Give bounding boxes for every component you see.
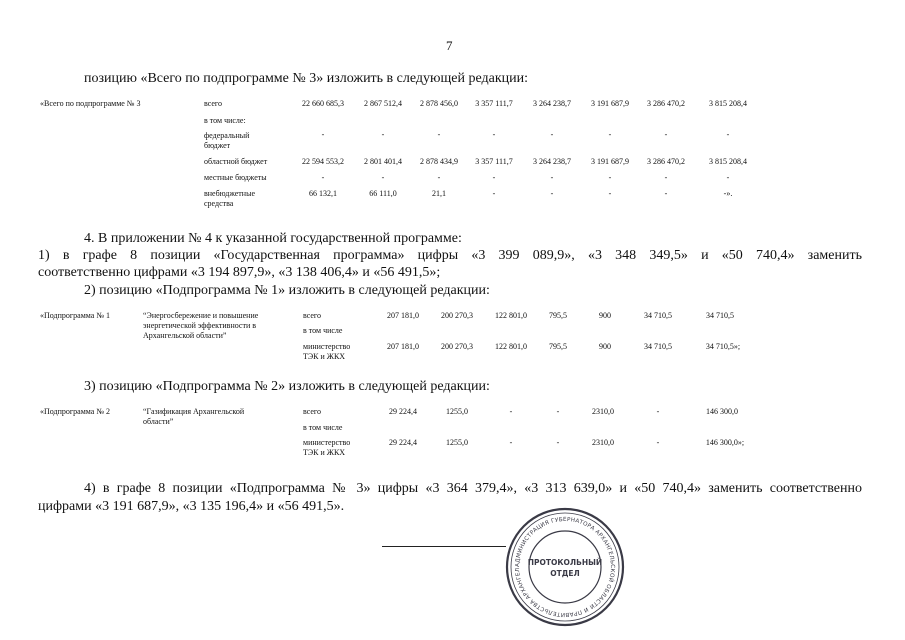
table1-row-label: местные бюджеты	[204, 173, 267, 182]
table-cell: -	[437, 130, 441, 139]
table-cell: -	[608, 130, 612, 139]
table-cell: 3 191 687,9	[591, 157, 629, 166]
table-cell: 795,5	[549, 311, 567, 320]
table-cell: -	[550, 130, 554, 139]
table-cell: 795,5	[549, 342, 567, 351]
table-cell: 3 357 111,7	[475, 99, 513, 108]
table-cell: -	[550, 189, 554, 198]
table-cell: 3 286 470,2	[647, 99, 685, 108]
table3-program-name: “Газификация Архангельской области”	[143, 407, 245, 426]
table-cell: -	[726, 130, 730, 139]
table-cell: -	[656, 438, 660, 447]
stamp-center-text-1: ПРОТОКОЛЬНЫЙ	[527, 558, 603, 567]
table-cell: 2 867 512,4	[364, 99, 402, 108]
table-cell: -	[608, 189, 612, 198]
table-cell: 34 710,5	[644, 342, 672, 351]
table-cell: -	[664, 189, 668, 198]
table-cell: -	[664, 173, 668, 182]
table2-row-label: министерство ТЭК и ЖКХ	[303, 342, 351, 361]
table-cell: 22 660 685,3	[302, 99, 344, 108]
table-cell: 2 801 401,4	[364, 157, 402, 166]
table-cell: 66 111,0	[369, 189, 397, 198]
table-cell: 22 594 553,2	[302, 157, 344, 166]
table-cell: 207 181,0	[387, 311, 419, 320]
table2-row-label: в том числе	[303, 326, 343, 335]
table-cell: 2310,0	[592, 438, 614, 447]
table-cell: -	[550, 173, 554, 182]
signature-line	[382, 546, 506, 547]
table-cell: -	[321, 173, 325, 182]
table-cell: 3 815 208,4	[709, 157, 747, 166]
table1-row-label: областной бюджет	[204, 157, 268, 166]
table1-title: «Всего по подпрограмме № 3	[40, 99, 141, 108]
table1-row-label: в том числе:	[204, 116, 246, 125]
table-cell: 200 270,3	[441, 311, 473, 320]
table-cell: -	[381, 173, 385, 182]
table-cell: -	[556, 407, 560, 416]
table-cell: 122 801,0	[495, 342, 527, 351]
table-cell: 66 132,1	[309, 189, 337, 198]
stamp-center-text-2: ОТДЕЛ	[550, 569, 580, 578]
table-cell: 1255,0	[446, 407, 468, 416]
table-cell: 3 815 208,4	[709, 99, 747, 108]
table-cell: 34 710,5	[644, 311, 672, 320]
table2-program-name: “Энергосбережение и повышение энергетической эффективности в Архангельской области”	[143, 311, 259, 340]
table-cell: -	[656, 407, 660, 416]
table-cell: -	[437, 173, 441, 182]
table-cell: 2310,0	[592, 407, 614, 416]
table-cell: 29 224,4	[389, 438, 417, 447]
table-cell: -	[509, 407, 513, 416]
table2-row-label: всего	[303, 311, 322, 320]
table-cell: -	[321, 130, 325, 139]
table3-row-label: всего	[303, 407, 322, 416]
stamp-seal-icon	[503, 505, 627, 629]
table-cell: 3 264 238,7	[533, 99, 571, 108]
table-cell: 122 801,0	[495, 311, 527, 320]
table-cell: -	[726, 173, 730, 182]
table-cell: -	[492, 189, 496, 198]
item-4-1-line-1: 1) в графе 8 позиции «Государственная программа» цифры «3 399 089,9», «3 348 349,5» и «50 740,4» заменить	[38, 248, 862, 263]
table-cell: 207 181,0	[387, 342, 419, 351]
table-cell: 1255,0	[446, 438, 468, 447]
table-cell: 3 286 470,2	[647, 157, 685, 166]
table-cell: 2 878 434,9	[420, 157, 458, 166]
table-cell: 3 357 111,7	[475, 157, 513, 166]
table-cell: 146 300,0»;	[705, 438, 745, 447]
item-4-4-line-1: 4) в графе 8 позиции «Подпрограмма № 3» цифры «3 364 379,4», «3 313 639,0» и «50 740,4» заменить соответственно	[84, 481, 862, 496]
protocol-department-stamp	[503, 505, 627, 629]
table-cell: -	[492, 130, 496, 139]
table1-row-label: всего	[204, 99, 223, 108]
item-4-3: 3) позицию «Подпрограмма № 2» изложить в следующей редакции:	[84, 379, 490, 394]
table-cell: 900	[599, 342, 611, 351]
item-4-4-line-2: цифрами «3 191 687,9», «3 135 196,4» и «56 491,5».	[38, 499, 345, 514]
table3-row-label: в том числе	[303, 423, 343, 432]
table-cell: 2 878 456,0	[420, 99, 458, 108]
table-cell: -	[381, 130, 385, 139]
table-cell: 34 710,5	[706, 311, 734, 320]
table-cell: 29 224,4	[389, 407, 417, 416]
stamp-ring-text: АДМИНИСТРАЦИЯ ГУБЕРНАТОРА АРХАНГЕЛЬСКОЙ ОБЛАСТИ И ПРАВИТЕЛЬСТВА АРХАНГЕЛ	[514, 516, 616, 618]
table-cell: 21,1	[432, 189, 446, 198]
table-cell: -	[664, 130, 668, 139]
item-4-heading: 4. В приложении № 4 к указанной государственной программе:	[84, 231, 462, 246]
table2-title: «Подпрограмма № 1	[40, 311, 110, 320]
table-cell: -	[556, 438, 560, 447]
table-cell: -	[509, 438, 513, 447]
table-cell: 146 300,0	[706, 407, 738, 416]
item-4-2: 2) позицию «Подпрограмма № 1» изложить в следующей редакции:	[84, 283, 490, 298]
table-cell: -	[608, 173, 612, 182]
table1-row-label: федеральный бюджет	[204, 131, 250, 150]
table3-title: «Подпрограмма № 2	[40, 407, 110, 416]
table1-row-label: внебюджетные средства	[204, 189, 255, 208]
table-cell: 3 191 687,9	[591, 99, 629, 108]
intro-paragraph: позицию «Всего по подпрограмме № 3» изложить в следующей редакции:	[84, 71, 529, 86]
table-cell: 34 710,5»;	[705, 342, 741, 351]
page-number: 7	[446, 38, 453, 53]
table-cell: 900	[599, 311, 611, 320]
table3-row-label: министерство ТЭК и ЖКХ	[303, 438, 351, 457]
table-cell: 3 264 238,7	[533, 157, 571, 166]
table-cell: -».	[723, 189, 733, 198]
item-4-1-line-2: соответственно цифрами «3 194 897,9», «3 138 406,4» и «56 491,5»;	[38, 265, 441, 280]
table-cell: -	[492, 173, 496, 182]
table-cell: 200 270,3	[441, 342, 473, 351]
